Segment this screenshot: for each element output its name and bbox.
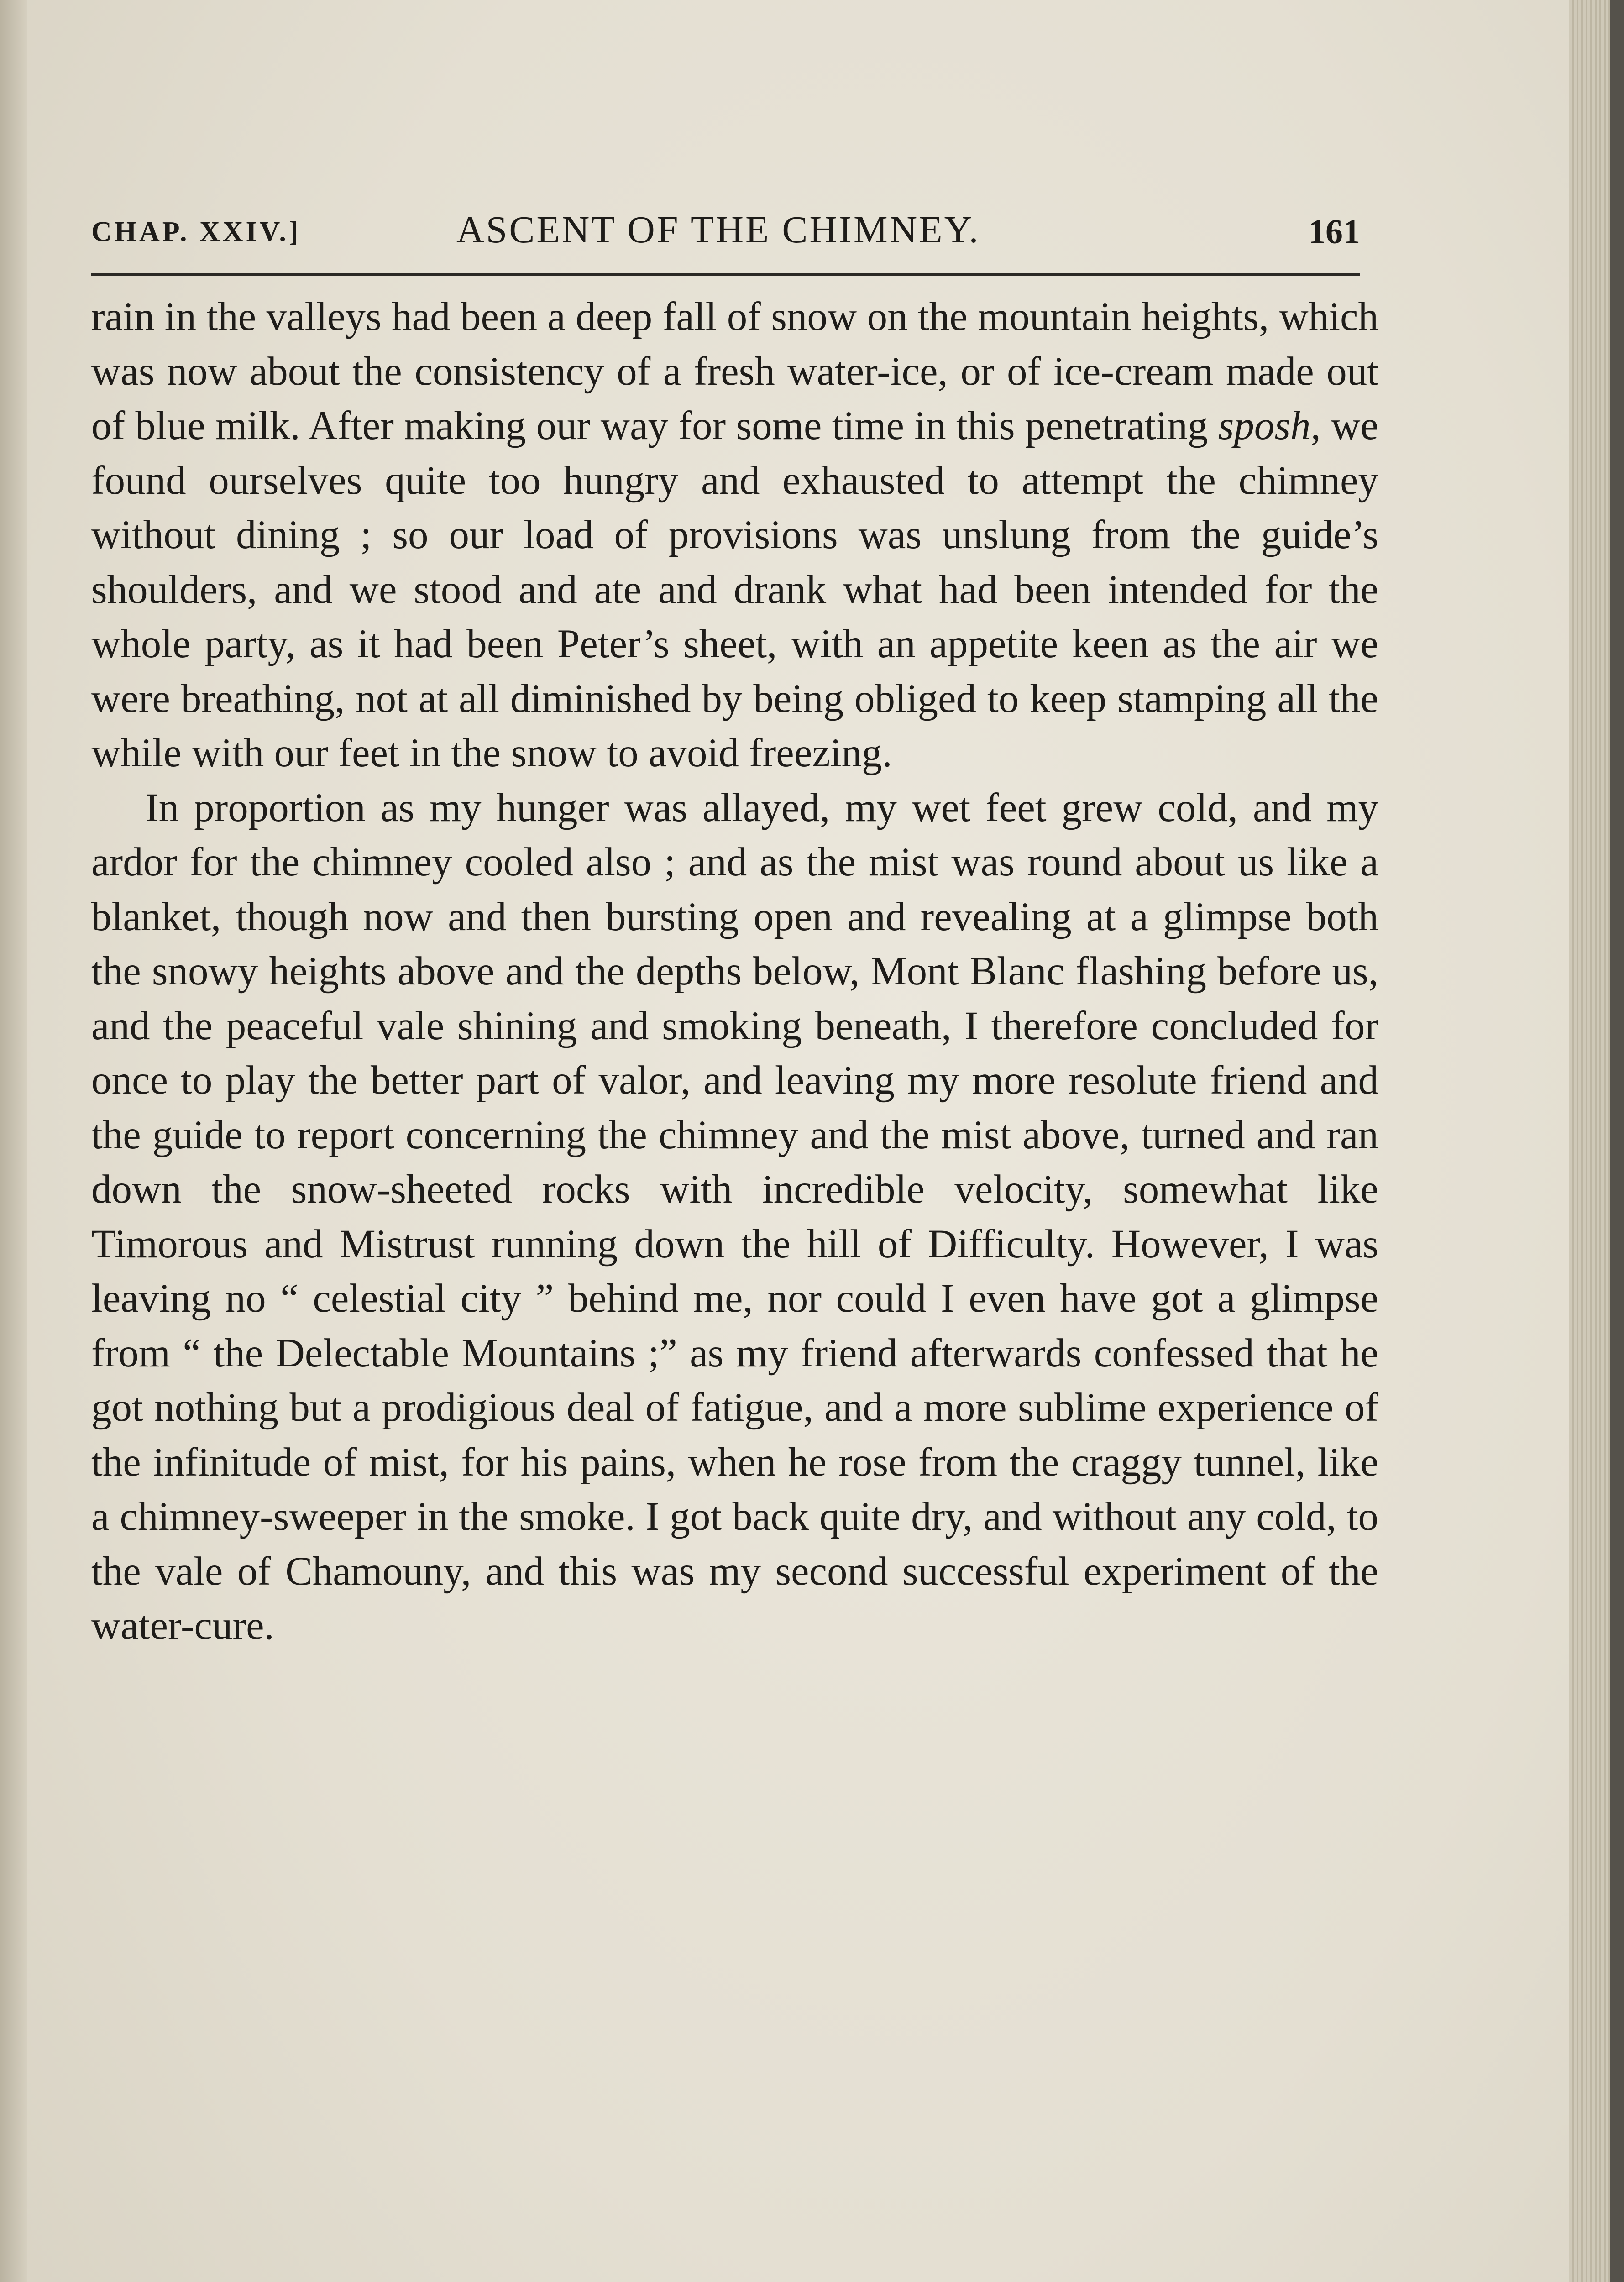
page-edge-shadow xyxy=(1610,0,1624,2282)
paragraph-1 xyxy=(91,290,1378,781)
spine-shadow xyxy=(0,0,27,2282)
running-title: ASCENT OF THE CHIMNEY. xyxy=(456,209,980,251)
paragraph-1-start: rain in the valleys had been a deep fall of snow on the mountain heights, which was now about the consistency of a fresh water-ice, or of ice-cream made out of blue milk. After making our way for some time in this penetrating xyxy=(91,294,1378,448)
paragraph-2: In proportion as my hunger was allayed, my wet feet grew cold, and my ardor for the chimney cooled also ; and as the mist was round about us like a blanket, though now and then bursting open and revealing at a glimpse both the snowy heights above and the depths below, Mont Blanc flashing before us, and the peaceful vale shining and smoking beneath, I therefore concluded for once to play the better part of valor, and leaving my more resolute friend and the guide to report concerning the chimney and the mist above, turned and ran down the snow-sheeted rocks with incredible velocity, somewhat like Timorous and Mistrust running down the hill of Difficulty. However, I was leaving no “ celestial city ” behind me, nor could I even have got a glimpse from “ the Delectable Mountains ;” as my friend afterwards confessed that he got nothing but a prodigious deal of fatigue, and a more sublime experience of the infinitude of mist, for his pains, when he rose from the craggy tunnel, like a chimney-sweeper in the smoke. I got back quite dry, and without any cold, to the vale of Chamouny, and this was my second successful experiment of the water-cure. xyxy=(91,785,1378,1648)
chapter-label: CHAP. XXIV.] xyxy=(91,216,301,247)
body-text xyxy=(91,290,1378,1654)
page-number: 161 xyxy=(1308,213,1360,251)
paragraph-1-end: we found ourselves quite too hungry and exhausted to attempt the chimney without dining ; so our load of provisions was unslung from the guide’s shoulders, and we stood and ate and drank what had been intended for the whole party, as it had been Peter’s sheet, with an appetite keen as the air we were breathing, not at all diminished by being obliged to keep stamping all the while with our feet in the snow to avoid freezing. xyxy=(91,403,1378,775)
header-rule xyxy=(91,273,1360,276)
italic-word: sposh, xyxy=(1218,403,1321,448)
running-header xyxy=(91,208,1360,262)
